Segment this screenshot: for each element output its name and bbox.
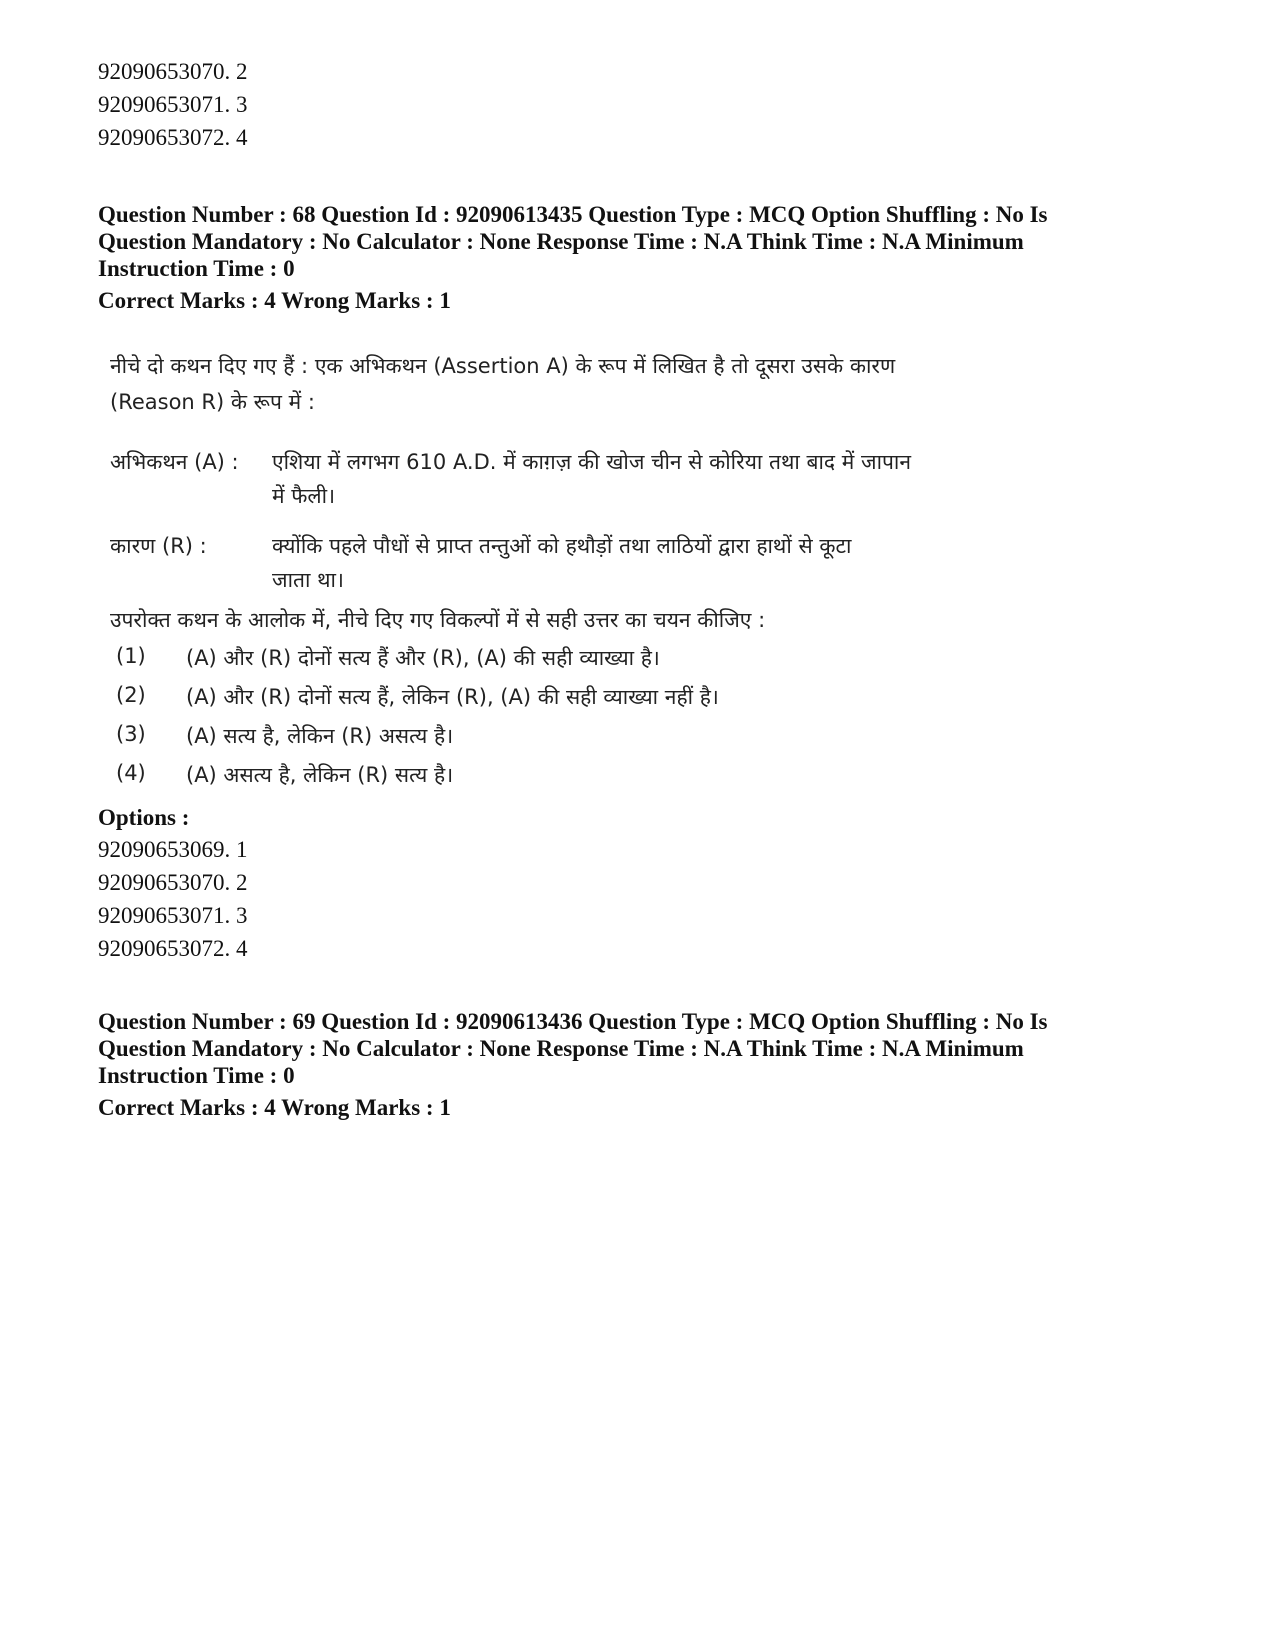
reason-label: कारण (R) : xyxy=(110,534,207,558)
question-69-header-line-3: Instruction Time : 0 xyxy=(98,1063,295,1088)
question-68-header-line-2: Question Mandatory : No Calculator : None Response Time : N.A Think Time : N.A Minimum xyxy=(98,229,1024,254)
question-69-marks: Correct Marks : 4 Wrong Marks : 1 xyxy=(98,1095,451,1120)
option-line: 92090653070. 2 xyxy=(98,870,248,895)
question-68-header-line-3: Instruction Time : 0 xyxy=(98,256,295,281)
choice-text: (A) और (R) दोनों सत्य हैं और (R), (A) की सही व्याख्या है। xyxy=(186,646,660,670)
reason-text-line-1: क्योंकि पहले पौधों से प्राप्त तन्तुओं को हथौड़ों तथा लाठियों द्वारा हाथों से कूटा xyxy=(272,534,852,558)
choice-number: (4) xyxy=(116,761,146,785)
choice-number: (1) xyxy=(116,644,146,668)
question-68-header-line-1: Question Number : 68 Question Id : 92090613435 Question Type : MCQ Option Shuffling : No Is xyxy=(98,202,1048,227)
choice-text: (A) और (R) दोनों सत्य हैं, लेकिन (R), (A) की सही व्याख्या नहीं है। xyxy=(186,685,719,709)
reason-text-line-2: जाता था। xyxy=(272,568,344,592)
intro-line-1: नीचे दो कथन दिए गए हैं : एक अभिकथन (Assertion A) के रूप में लिखित है तो दूसरा उसके कारण xyxy=(110,354,896,378)
choice-number: (2) xyxy=(116,683,146,707)
options-label: Options : xyxy=(98,805,190,830)
question-68-image xyxy=(110,352,1010,832)
intro-line-2: (Reason R) के रूप में : xyxy=(110,390,315,414)
choice-text: (A) सत्य है, लेकिन (R) असत्य है। xyxy=(186,724,454,748)
option-line: 92090653072. 4 xyxy=(98,936,248,961)
instruction-line: उपरोक्त कथन के आलोक में, नीचे दिए गए विकल्पों में से सही उत्तर का चयन कीजिए : xyxy=(110,608,766,632)
option-line: 92090653071. 3 xyxy=(98,903,248,928)
choice-text: (A) असत्य है, लेकिन (R) सत्य है। xyxy=(186,763,454,787)
assertion-label: अभिकथन (A) : xyxy=(110,450,239,474)
question-69-header-line-1: Question Number : 69 Question Id : 92090613436 Question Type : MCQ Option Shuffling : No Is xyxy=(98,1009,1048,1034)
option-line: 92090653071. 3 xyxy=(98,92,248,117)
question-69-header-line-2: Question Mandatory : No Calculator : None Response Time : N.A Think Time : N.A Minimum xyxy=(98,1036,1024,1061)
option-line: 92090653069. 1 xyxy=(98,837,248,862)
question-68-marks: Correct Marks : 4 Wrong Marks : 1 xyxy=(98,288,451,313)
assertion-text-line-2: में फैली। xyxy=(272,484,336,508)
option-line: 92090653072. 4 xyxy=(98,125,248,150)
assertion-text-line-1: एशिया में लगभग 610 A.D. में काग़ज़ की खोज चीन से कोरिया तथा बाद में जापान xyxy=(272,450,912,474)
option-line: 92090653070. 2 xyxy=(98,59,248,84)
choice-number: (3) xyxy=(116,722,146,746)
